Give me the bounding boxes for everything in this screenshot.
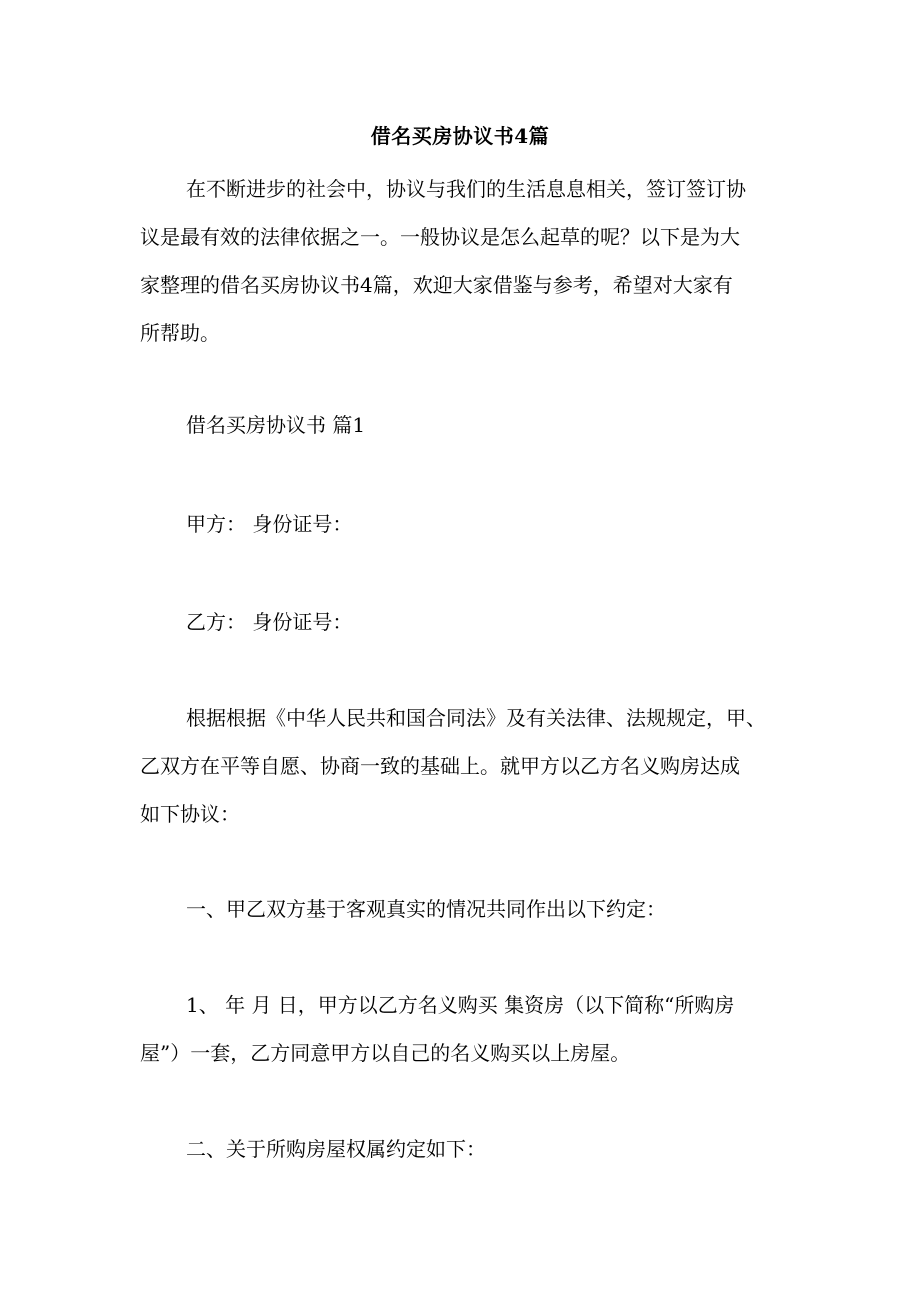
basis-line: 乙双方在平等自愿、协商一致的基础上。就甲方以乙方名义购房达成	[140, 754, 740, 778]
basis-paragraph	[140, 694, 784, 838]
clause-1-heading: 一、甲乙双方基于客观真实的情况共同作出以下约定：	[186, 897, 666, 921]
intro-line: 在不断进步的社会中，协议与我们的生活息息相关，签订签订协	[186, 177, 746, 201]
intro-line: 议是最有效的法律依据之一。一般协议是怎么起草的呢？以下是为大	[140, 225, 740, 249]
basis-line: 根据根据《中华人民共和国合同法》及有关法律、法规规定，甲、	[186, 706, 766, 730]
intro-line: 家整理的借名买房协议书4篇，欢迎大家借鉴与参考，希望对大家有	[140, 273, 733, 297]
clause-2-heading: 二、关于所购房屋权属约定如下：	[186, 1137, 486, 1161]
document-title: 借名买房协议书4篇	[370, 124, 550, 148]
section-heading: 借名买房协议书 篇1	[186, 413, 366, 437]
party-b-line: 乙方： 身份证号：	[186, 610, 353, 634]
clause-1-1-line: 1、 年 月 日，甲方以乙方名义购买 集资房（以下简称“所购房	[186, 993, 735, 1017]
clause-1-1-paragraph	[140, 981, 784, 1077]
clause-1-1-line: 屋”）一套，乙方同意甲方以自己的名义购买以上房屋。	[140, 1041, 631, 1065]
party-a-line: 甲方： 身份证号：	[186, 512, 353, 536]
intro-paragraph	[140, 165, 784, 357]
basis-line: 如下协议：	[140, 802, 240, 826]
intro-line: 所帮助。	[140, 321, 220, 345]
